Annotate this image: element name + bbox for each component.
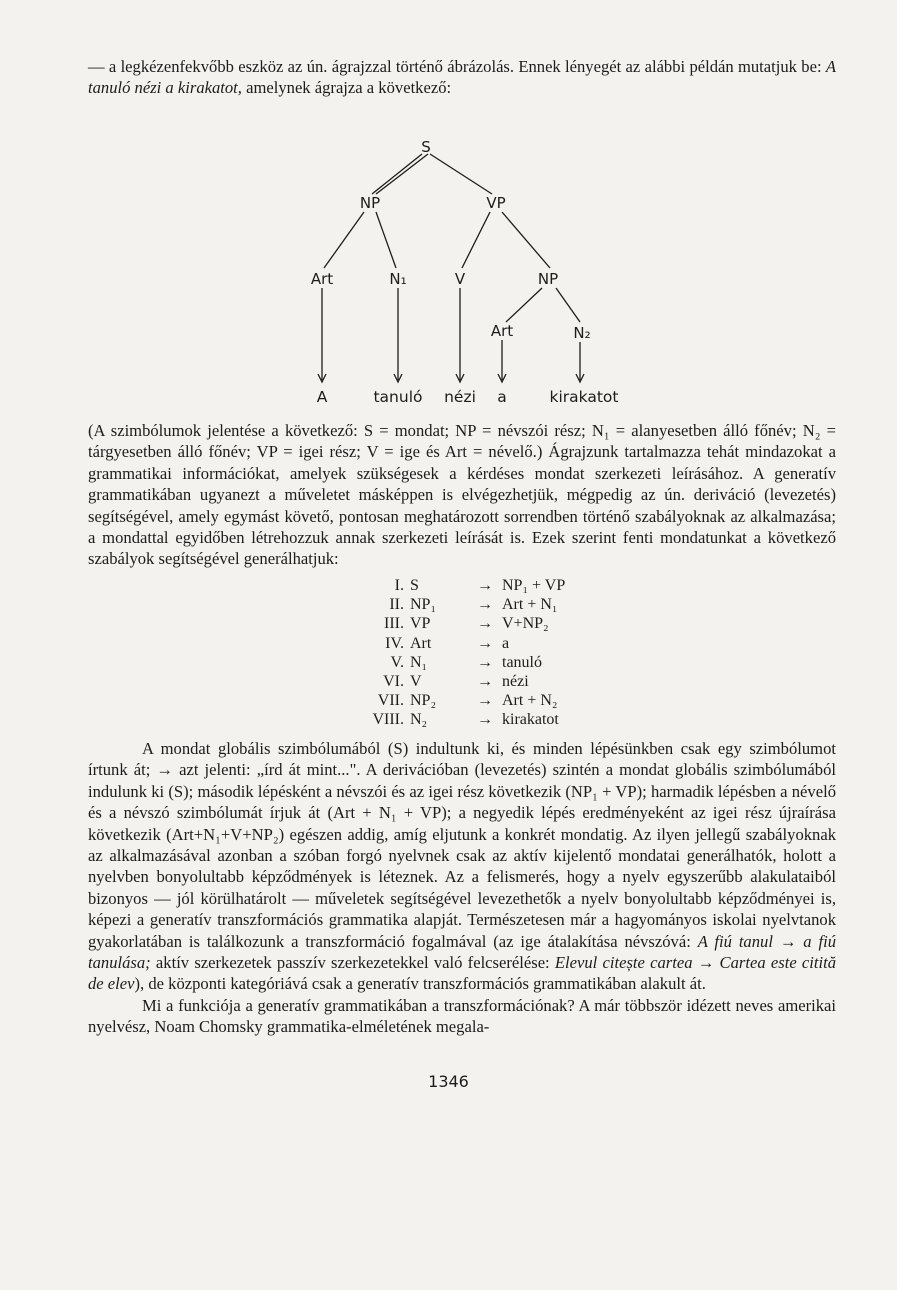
rule-number: II. [389, 596, 404, 614]
tree-node-s: S [421, 138, 431, 156]
rule-arrow: → [477, 653, 493, 671]
rule-rhs: tanuló [502, 653, 542, 671]
rule-row [366, 595, 626, 614]
rule-lhs: N₁ [410, 653, 428, 671]
rule-row [366, 576, 626, 595]
closing-paragraph-1 [88, 738, 836, 995]
closing-text-b: aktív szerkezetek passzív szerkezetekkel való felcserélése: [150, 953, 555, 973]
tree-node-art2: Art [490, 322, 514, 340]
edge-np-n1 [376, 212, 396, 268]
rule-arrow: → [477, 634, 493, 652]
rule-arrow: → [477, 672, 493, 690]
syntax-tree-diagram [280, 136, 660, 416]
rule-lhs: VP [410, 615, 431, 633]
rule-number: IV. [385, 634, 404, 652]
rule-number: VII. [377, 692, 404, 710]
closing-text-a: A mondat globális szimbólumából (S) indultunk ki, és minden lépésünkben csak egy szimbólumot írtunk át; → azt jelenti: „írd át mint...". A derivációban (levezetés) szintén a mondat globális szimbólumából indulunk ki (S); második lépésként a névszói és az igei rész következik (NP₁ + VP); harmadik lépésben a névelő és a névszó szimbólumát írjuk át (Art + N₁ + VP); a negyedik lépés eredményeként az igei rész újraírása következik (Art+N₁+V+NP₂) egészen addig, amíg eljutunk a konkrét mondatig. Az ilyen jellegű szabályoknak az alkalmazásával azonban a szóban forgó nyelvnek csak az aktív kijelentő mondatai generálhatók, holott a nyelvben bonyolultabb képződmények is léteznek. Az a felismerés, hogy a nyelv egyszerűbb alakulataiból bizonyos — jól körülhatárolt — műveletek segítségével levezethetők a nyelv bonyolultabb képződményei is, képezi a generatív transzformációs grammatika alapját. Természetesen már a hagyományos iskolai nyelvtanok gyakorlatában is találkozunk a transzformáció fogalmával (az ige átalakítása névszóvá: [88, 739, 836, 951]
rule-row [366, 710, 626, 729]
tree-leaf-nezi: nézi [444, 388, 476, 406]
intro-example-sentence: A tanuló nézi a kirakatot, [88, 57, 836, 98]
rule-number: VIII. [372, 711, 404, 729]
tree-leaf-a: A [316, 388, 328, 406]
edge-vp-np [502, 212, 550, 268]
tree-node-v: V [454, 270, 466, 288]
edge-np-n2 [556, 288, 580, 322]
rule-lhs: S [410, 577, 419, 594]
tree-leaf-kirakatot: kirakatot [549, 388, 619, 406]
rule-arrow: → [477, 711, 493, 729]
tree-node-art: Art [310, 270, 334, 288]
closing-paragraph-2: Mi a funkciója a generatív grammatikában a transzformációnak? A már többször idézett neves amerikai nyelvész, Noam Chomsky grammatika-elméletének megala- [88, 995, 836, 1037]
rule-row [366, 691, 626, 710]
page-number: 1346 [428, 1072, 469, 1091]
explanation-text: (A szimbólumok jelentése a következő: S = mondat; NP = névszói rész; N₁ = alanyesetben álló főnév; N₂ = tárgyesetben álló főnév; VP = igei rész; V = ige és Art = névelő.) Ágrajzunk tartalmazza tehát mindazokat a grammatikai információkat, amelyek szükségesek a kérdéses mondat szerkezeti leírásához. A generatív grammatikában ugyanezt a műveletet másképpen is elvégezhetjük, mégpedig az ún. deriváció (levezetés) segítségével, amely egymást követő, pontosan meghatározott sorrendben történő szabályoknak az alkalmazása; a mondattal egyidőben létrehozzuk annak szerkezeti leírását is. Ezek szerint fenti mondatunkat a következő szabályok segítségével generálhatjuk: [88, 421, 836, 569]
edge-vp-v [462, 212, 490, 268]
rule-number: VI. [383, 672, 404, 690]
rule-rhs: NP₁ + VP [502, 577, 566, 594]
rule-lhs: V [410, 672, 422, 690]
rule-rhs: Art + N₁ [502, 596, 558, 614]
edge-s-vp [430, 154, 492, 194]
rule-lhs: Art [410, 634, 432, 652]
explanation-paragraph [88, 420, 836, 570]
rule-row [366, 653, 626, 672]
rule-rhs: kirakatot [502, 711, 559, 729]
edge-s-np-double [376, 154, 428, 194]
rule-arrow: → [477, 692, 493, 710]
tree-node-n2: N₂ [573, 324, 591, 342]
intro-text-start: — a legkézenfekvőbb eszköz az ún. ágrajzzal történő ábrázolás. Ennek lényegét az alábbi példán mutatjuk be: [88, 57, 826, 76]
tree-node-np2: NP [537, 270, 559, 288]
rule-number: III. [384, 615, 404, 633]
rule-row [366, 672, 626, 691]
tree-leaf-a2: a [497, 388, 507, 406]
rule-arrow: → [477, 577, 493, 594]
derivation-rules [366, 576, 626, 730]
rule-arrow: → [477, 596, 493, 614]
rule-number: I. [394, 577, 404, 594]
intro-paragraph [88, 56, 836, 99]
closing-example-2: Elevul citește cartea → Cartea este citită de elev [88, 953, 837, 994]
syntax-tree-svg [280, 136, 660, 416]
rule-rhs: Art + N₂ [502, 692, 558, 710]
tree-node-n1: N₁ [389, 270, 407, 288]
rule-row [366, 614, 626, 633]
rule-lhs: NP₂ [410, 692, 437, 710]
closing-paragraphs [88, 738, 836, 1038]
rule-lhs: N₂ [410, 711, 428, 729]
rule-rhs: nézi [502, 672, 529, 690]
closing-text-c: ), de központi kategóriává csak a generatív transzformációs grammatikában alakult át. [134, 974, 706, 994]
rule-rhs: V+NP₂ [502, 615, 549, 633]
edge-np-art [324, 212, 364, 268]
edge-np-art2 [506, 288, 542, 322]
intro-text-end: amelynek ágrajza a következő: [241, 78, 452, 98]
rule-number: V. [390, 653, 404, 671]
tree-node-np: NP [359, 194, 381, 212]
rule-rhs: a [502, 634, 510, 652]
rule-arrow: → [477, 615, 493, 633]
rule-row [366, 634, 626, 653]
rule-lhs: NP₁ [410, 596, 437, 614]
edge-s-np [372, 154, 422, 194]
tree-node-vp: VP [486, 194, 506, 212]
closing-example-1: A fiú tanul → a fiú tanulása; [88, 931, 836, 973]
tree-leaf-tanulo: tanuló [373, 388, 423, 406]
